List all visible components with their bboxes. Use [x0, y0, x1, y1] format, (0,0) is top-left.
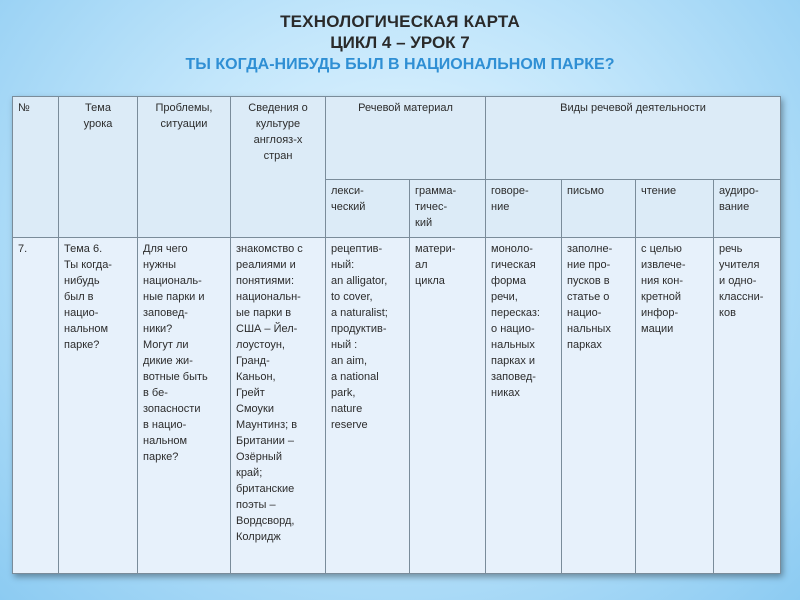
header-speech-material: Речевой материал — [326, 97, 486, 180]
header-culture: Сведения о культуре англояз-х стран — [231, 97, 326, 238]
cell-listening: речь учителя и одно- классни- ков — [714, 238, 781, 574]
cell-problems: Для чего нужны националь- ные парки и заповед- ники? Могут ли дикие жи- вотные быть в бе- зопасности в нацио- нальном парке? — [138, 238, 231, 574]
subheader-grammar: грамма- тичес- кий — [410, 180, 486, 238]
header-speech-activities: Виды речевой деятельности — [486, 97, 781, 180]
header-topic: Тема урока — [59, 97, 138, 238]
header-num: № — [13, 97, 59, 238]
subheader-speaking: говоре- ние — [486, 180, 562, 238]
cell-lexical: рецептив- ный: an alligator, to cover, a naturalist; продуктив- ный : an aim, a national park, nature reserve — [326, 238, 410, 574]
cell-writing: заполне- ние про- пусков в статье о нацио- нальных парках — [562, 238, 636, 574]
title-line-2: ЦИКЛ 4 – УРОК 7 — [330, 33, 470, 52]
cell-culture: знакомство с реалиями и понятиями: национальн- ые парки в США – Йел- лоустоун, Гранд- Каньон, Грейт Смоуки Маунтинз; в Британии – Озёрный край; британские поэты – Вордсворд, Колридж — [231, 238, 326, 574]
table-row — [13, 238, 781, 574]
header-row — [13, 97, 781, 180]
subheader-lexical: лекси- ческий — [326, 180, 410, 238]
subheader-reading: чтение — [636, 180, 714, 238]
cell-num: 7. — [13, 238, 59, 574]
header-problems: Проблемы, ситуации — [138, 97, 231, 238]
cell-grammar: матери- ал цикла — [410, 238, 486, 574]
technology-card-table — [12, 96, 781, 574]
cell-speaking: моноло- гическая форма речи, пересказ: о нацио- нальных парках и заповед- никах — [486, 238, 562, 574]
title-line-3: ТЫ КОГДА-НИБУДЬ БЫЛ В НАЦИОНАЛЬНОМ ПАРКЕ? — [185, 56, 615, 73]
cell-reading: с целью извлече- ния кон- кретной инфор- мации — [636, 238, 714, 574]
subheader-writing: письмо — [562, 180, 636, 238]
title-line-1: ТЕХНОЛОГИЧЕСКАЯ КАРТА — [280, 12, 520, 31]
subheader-listening: аудиро- вание — [714, 180, 781, 238]
cell-topic: Тема 6. Ты когда- нибудь был в нацио- нальном парке? — [59, 238, 138, 574]
slide-header — [0, 12, 800, 76]
